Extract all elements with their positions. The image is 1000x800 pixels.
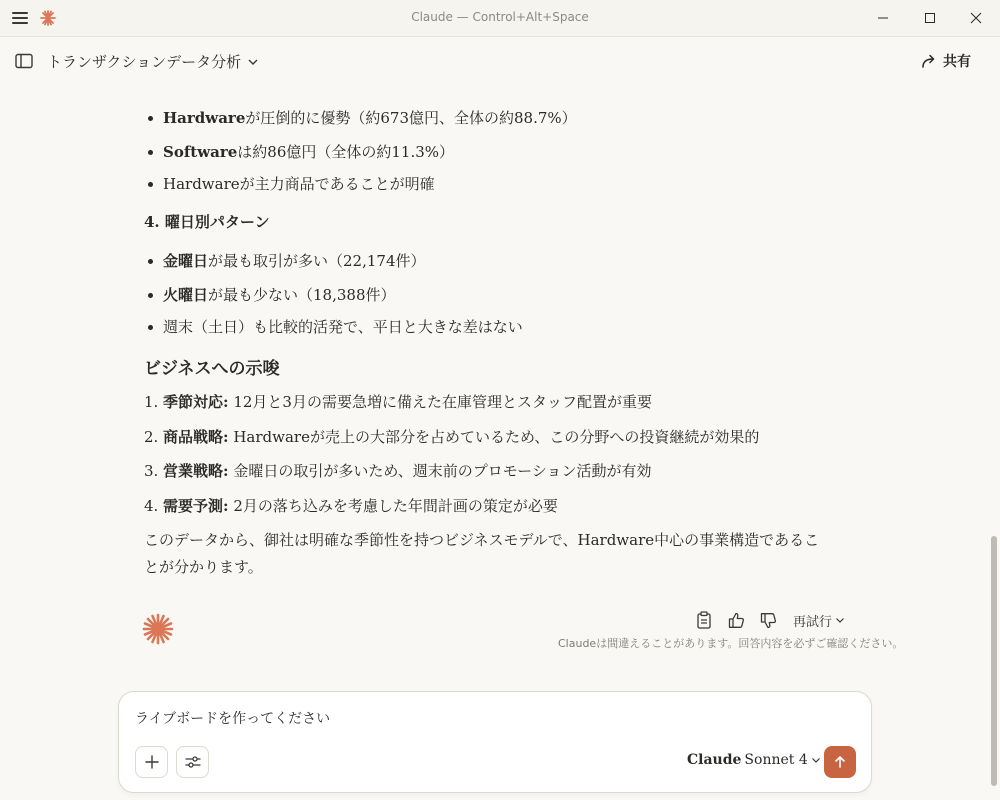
claude-spark-icon bbox=[142, 613, 174, 645]
list-item bbox=[144, 460, 652, 482]
bullet-text: が圧倒的に優勢（約673億円、全体の約88.7%） bbox=[245, 109, 577, 127]
list-item bbox=[144, 316, 523, 338]
clipboard-icon bbox=[696, 611, 712, 629]
chevron-down-icon bbox=[247, 56, 259, 68]
retry-label: 再試行 bbox=[793, 614, 833, 630]
list-item bbox=[144, 495, 558, 517]
share-label: 共有 bbox=[943, 54, 971, 70]
composer-input[interactable]: ライブボードを作ってください bbox=[135, 711, 331, 727]
close-window-button[interactable] bbox=[953, 0, 999, 36]
chat-title-dropdown[interactable] bbox=[47, 51, 259, 72]
bullet-text: Hardwareが主力商品であることが明確 bbox=[163, 175, 435, 193]
chevron-down-icon bbox=[835, 615, 845, 625]
message-composer[interactable] bbox=[118, 691, 872, 793]
window-title: Claude — Control+Alt+Space bbox=[411, 10, 589, 24]
maximize-button[interactable] bbox=[907, 0, 953, 36]
list-item bbox=[144, 173, 435, 195]
thumbs-down-icon bbox=[760, 612, 777, 629]
scrollbar-thumb[interactable] bbox=[991, 536, 997, 786]
list-item bbox=[144, 426, 759, 448]
bullet-text: は約86億円（全体の約11.3%） bbox=[237, 143, 455, 161]
share-arrow-icon bbox=[921, 53, 937, 69]
chat-title-text: トランザクションデータ分析 bbox=[47, 53, 242, 71]
list-number: 2. bbox=[144, 428, 159, 446]
disclaimer-text: Claudeは間違えることがあります。回答内容を必ずご確認ください。 bbox=[558, 637, 904, 650]
model-name-brand: Claude bbox=[687, 752, 742, 768]
bullet-text: が最も少ない（18,388件） bbox=[208, 286, 396, 304]
list-item bbox=[144, 107, 577, 129]
minimize-button[interactable] bbox=[860, 0, 906, 36]
chat-header bbox=[0, 37, 1000, 85]
item-text: 12月と3月の需要急増に備えた在庫管理とスタッフ配置が重要 bbox=[228, 393, 652, 411]
item-text: Hardwareが売上の大部分を占めているため、この分野への投資継続が効果的 bbox=[228, 428, 760, 446]
maximize-icon bbox=[924, 12, 936, 24]
assistant-message bbox=[144, 85, 824, 685]
chevron-down-icon bbox=[811, 755, 821, 765]
weekday-heading: 4. 曜日別パターン bbox=[144, 213, 270, 231]
list-number: 3. bbox=[144, 462, 159, 480]
sidebar-toggle-icon[interactable] bbox=[15, 53, 33, 69]
thumbs-up-icon bbox=[728, 612, 745, 629]
item-bold: 営業戦略: bbox=[163, 462, 229, 480]
summary-paragraph: このデータから、御社は明確な季節性を持つビジネスモデルで、Hardware中心の事業構造であることが分かります。 bbox=[144, 531, 820, 576]
bullet-bold: 金曜日 bbox=[163, 252, 209, 270]
share-button[interactable] bbox=[921, 51, 971, 71]
item-bold: 商品戦略: bbox=[163, 428, 229, 446]
close-icon bbox=[970, 12, 982, 24]
item-bold: 季節対応: bbox=[163, 393, 229, 411]
conversation-area bbox=[0, 85, 990, 685]
bullet-text: 週末（土日）も比較的活発で、平日と大きな差はない bbox=[163, 318, 523, 336]
copy-button[interactable] bbox=[693, 609, 715, 631]
item-text: 2月の落ち込みを考慮した年間計画の策定が必要 bbox=[228, 497, 558, 515]
bullet-bold: 火曜日 bbox=[163, 286, 209, 304]
add-attachment-button[interactable] bbox=[135, 746, 168, 778]
arrow-up-icon bbox=[833, 755, 847, 769]
send-button[interactable] bbox=[824, 746, 856, 778]
tools-settings-button[interactable] bbox=[176, 746, 209, 778]
model-selector[interactable] bbox=[687, 752, 821, 768]
list-item bbox=[144, 141, 454, 163]
list-number: 4. bbox=[144, 497, 159, 515]
bullet-bold: Hardware bbox=[163, 109, 246, 127]
implications-heading: ビジネスへの示唆 bbox=[144, 359, 280, 379]
minimize-icon bbox=[877, 12, 889, 24]
bullet-text: が最も取引が多い（22,174件） bbox=[208, 252, 426, 270]
bullet-bold: Software bbox=[163, 143, 238, 161]
thumbs-up-button[interactable] bbox=[725, 609, 747, 631]
list-item bbox=[144, 284, 396, 306]
item-bold: 需要予測: bbox=[163, 497, 229, 515]
list-item bbox=[144, 250, 426, 272]
retry-button[interactable] bbox=[793, 611, 845, 630]
item-text: 金曜日の取引が多いため、週末前のプロモーション活動が有効 bbox=[228, 462, 652, 480]
thumbs-down-button[interactable] bbox=[757, 609, 779, 631]
sliders-icon bbox=[185, 755, 201, 769]
model-name-version: Sonnet 4 bbox=[744, 752, 808, 768]
list-number: 1. bbox=[144, 393, 159, 411]
window-titlebar bbox=[0, 0, 1000, 37]
message-actions bbox=[693, 609, 845, 631]
list-item bbox=[144, 391, 652, 413]
plus-icon bbox=[145, 755, 159, 769]
